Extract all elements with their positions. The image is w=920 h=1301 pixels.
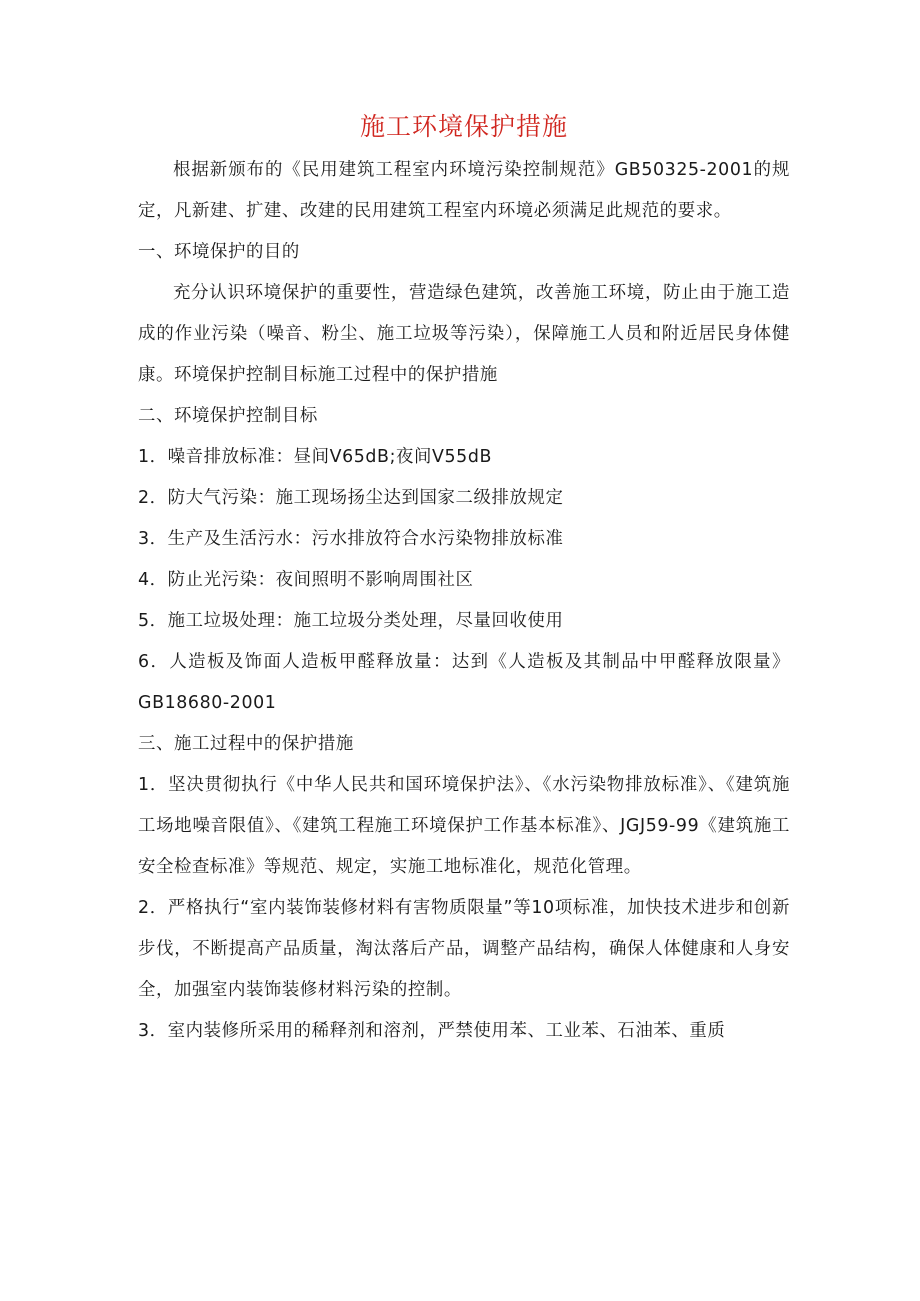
document-title: 施工环境保护措施	[359, 112, 568, 141]
list-item: 1．坚决贯彻执行《中华人民共和国环境保护法》、《水污染物排放标准》、《建筑施工场地噪音限值》、《建筑工程施工环境保护工作基本标准》、JGJ59-99《建筑施工安全检查标准》等规范、规定，实施工地标准化，规范化管理。	[138, 775, 790, 877]
list-item: 4．防止光污染：夜间照明不影响周围社区	[138, 570, 474, 590]
list-item: 1．噪音排放标准：昼间V65dB;夜间V55dB	[138, 447, 493, 467]
list-item: 3．室内装修所采用的稀释剂和溶剂，严禁使用苯、工业苯、石油苯、重质	[138, 1021, 726, 1041]
list-item: 2．严格执行“室内装饰装修材料有害物质限量”等10项标准，加快技术进步和创新步伐，不断提高产品质量，淘汰落后产品，调整产品结构，确保人体健康和人身安全，加强室内装饰装修材料污染的控制。	[138, 898, 790, 1000]
list-item: 5．施工垃圾处理：施工垃圾分类处理，尽量回收使用	[138, 611, 564, 631]
list-item: 2．防大气污染：施工现场扬尘达到国家二级排放规定	[138, 488, 564, 508]
section-heading-3: 三、施工过程中的保护措施	[138, 734, 354, 754]
section-heading-1: 一、环境保护的目的	[138, 242, 300, 262]
document-page	[138, 104, 790, 1052]
list-item: 6．人造板及饰面人造板甲醛释放量：达到《人造板及其制品中甲醛释放限量》GB18680-2001	[138, 652, 790, 713]
section-1-body: 充分认识环境保护的重要性，营造绿色建筑，改善施工环境，防止由于施工造成的作业污染（噪音、粉尘、施工垃圾等污染），保障施工人员和附近居民身体健康。环境保护控制目标施工过程中的保护措施	[138, 283, 790, 385]
section-heading-2: 二、环境保护控制目标	[138, 406, 318, 426]
list-item: 3．生产及生活污水：污水排放符合水污染物排放标准	[138, 529, 564, 549]
intro-paragraph: 根据新颁布的《民用建筑工程室内环境污染控制规范》GB50325-2001的规定，凡新建、扩建、改建的民用建筑工程室内环境必须满足此规范的要求。	[138, 160, 790, 221]
